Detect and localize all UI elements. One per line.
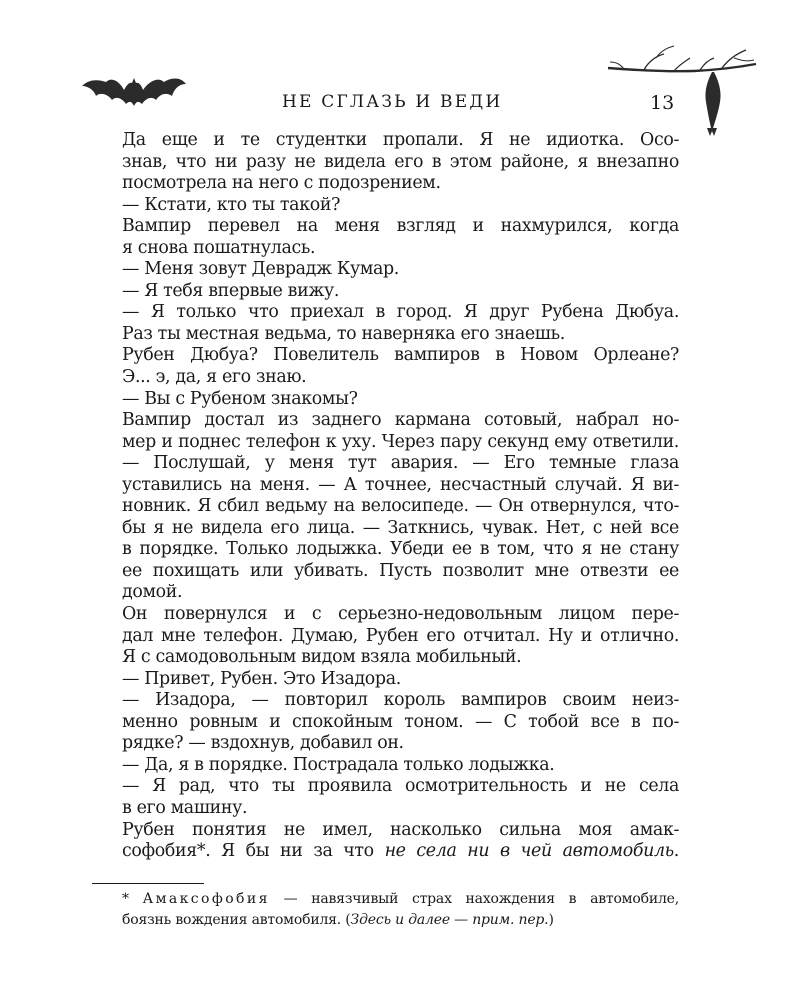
- footnote-line-2-end: ): [548, 912, 554, 928]
- footnote-line-2: [122, 910, 679, 931]
- text-line: дал мне телефон. Думаю, Рубен его отчитал. Ну и отлично.: [122, 625, 679, 646]
- text-line: — Привет, Рубен. Это Изадора.: [122, 668, 401, 689]
- footnote-line-2-plain: боязнь вождения автомобиля. (: [122, 912, 351, 928]
- text-line: я снова пошатнулась.: [122, 237, 316, 258]
- text-line: — Я рад, что ты проявила осмотрительность и не села: [122, 776, 679, 797]
- text-line: знав, что ни разу не видела его в этом районе, я внезапно: [122, 151, 679, 172]
- text-line: — Я только что приехал в город. Я друг Рубена Дюбуа.: [122, 302, 679, 323]
- footnote-line-2-italic: Здесь и далее — прим. пер.: [350, 912, 549, 928]
- text-line: — Я тебя впервые вижу.: [122, 280, 340, 301]
- text-line: — Да, я в порядке. Пострадала только лодыжка.: [122, 754, 555, 775]
- running-header-title: НЕ СГЛАЗЬ И ВЕДИ: [282, 92, 503, 112]
- text-line: — Кстати, кто ты такой?: [122, 194, 341, 215]
- text-line: в порядке. Только лодыжка. Убеди ее в том, что я не стану: [122, 539, 679, 560]
- text-line: новник. Я сбил ведьму на велосипеде. — Он отвернулся, что-: [122, 496, 679, 517]
- text-line: Рубен Дюбуа? Повелитель вампиров в Новом Орлеане?: [122, 345, 679, 366]
- text-line: рядке? — вздохнув, добавил он.: [122, 733, 404, 754]
- text-line: — Послушай, у меня тут авария. — Его темные глаза: [122, 453, 679, 474]
- text-line: — Изадора, — повторил король вампиров своим неиз-: [122, 690, 679, 711]
- text-line: посмотрела на него с подозрением.: [122, 173, 441, 194]
- text-line: мер и поднес телефон к уху. Через пару секунд ему ответили.: [122, 431, 679, 452]
- text-line: уставились на меня. — А точнее, несчастный случай. Я ви-: [122, 474, 679, 495]
- hanging-bat-on-branch-icon: [604, 38, 760, 140]
- text-line: Раз ты местная ведьма, то наверняка его знаешь.: [122, 323, 565, 344]
- text-line-last-italic: не села ни в чей автомобиль: [384, 841, 674, 862]
- footnote-divider: [92, 883, 204, 884]
- text-line: ее похищать или убивать. Пусть позволит мне отвезти ее: [122, 560, 679, 581]
- text-line: Да еще и те студентки пропали. Я не идиотка. Осо-: [122, 130, 679, 150]
- text-line: менно ровным и спокойным тоном. — С тобой все в по-: [122, 711, 679, 732]
- footnote-term: Амаксофобия: [142, 891, 270, 907]
- page-number: 13: [650, 92, 675, 114]
- flying-bat-icon: [80, 66, 188, 114]
- text-line-last-end: .: [673, 841, 679, 862]
- text-line: в его машину.: [122, 797, 248, 818]
- text-line: Я с самодовольным видом взяла мобильный.: [122, 647, 522, 668]
- footnote-line-1-rest: — навязчивый страх нахождения в автомобиле,: [269, 891, 679, 907]
- text-line: бы я не видела его лица. — Заткнись, чувак. Нет, с ней все: [122, 517, 679, 538]
- text-line: Рубен понятия не имел, насколько сильна моя амак-: [122, 819, 679, 840]
- text-line: домой.: [122, 582, 183, 603]
- footnote-marker: *: [122, 891, 129, 907]
- text-line: Вампир перевел на меня взгляд и нахмурился, когда: [122, 216, 679, 237]
- text-line: Он повернулся и с серьезно-недовольным лицом пере-: [122, 604, 679, 625]
- footnote: [122, 889, 679, 931]
- text-line: Вампир достал из заднего кармана сотовый, набрал но-: [122, 410, 679, 431]
- text-line: — Меня зовут Деврадж Кумар.: [122, 259, 399, 280]
- text-line-last-plain: софобия*. Я бы ни за что: [122, 841, 385, 862]
- body-text: [122, 130, 679, 863]
- text-line: Э... э, да, я его знаю.: [122, 367, 307, 388]
- text-line-last: [122, 841, 679, 863]
- text-line: — Вы с Рубеном знакомы?: [122, 388, 358, 409]
- footnote-line-1: [122, 889, 679, 910]
